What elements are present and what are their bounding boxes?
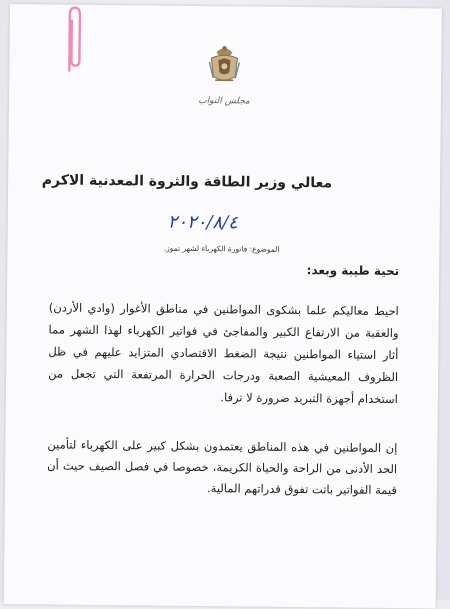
subject-line: الموضوع: فاتورة الكهرباء لشهر تموز.: [163, 243, 280, 254]
letter-page: [4, 4, 442, 608]
body-paragraph-2: إن المواطنين في هذه المناطق يعتمدون بشكل كبير على الكهرباء لتأمين الحد الأدنى من الراحة والحياة الكريمة، خصوصا في فصل الصيف حيث أن قيمة الفواتير باتت تفوق قدراتهم المالية.: [47, 437, 398, 498]
paper-clip-icon: [63, 5, 86, 73]
handwritten-date: ٢٠٢٠/٨/٤: [167, 211, 238, 234]
addressee-line: معالي وزير الطاقة والثروة المعدنية الاكرم: [41, 172, 333, 192]
body-paragraph-1: احيط معاليكم علما بشكوى المواطنين في مناطق الأغوار (وادي الأردن) والعقبة من الارتفاع الكبير والمفاجئ في فواتير الكهرباء لهذا الشهر مما أثار استياء المواطنين نتيجة الضغط الاقتصادي المتزايد عليهم في ظل الظروف المعيشية الصعبة ودرجات الحرارة المرتفعة التي تجعل من استخدام أجهزة التبريد ضرورة لا ترفا.: [48, 300, 399, 407]
greeting-line: تحية طيبة وبعد:: [306, 263, 400, 279]
letterhead-org-name: مجلس النواب: [198, 95, 250, 107]
coat-of-arms-icon: [207, 42, 241, 86]
